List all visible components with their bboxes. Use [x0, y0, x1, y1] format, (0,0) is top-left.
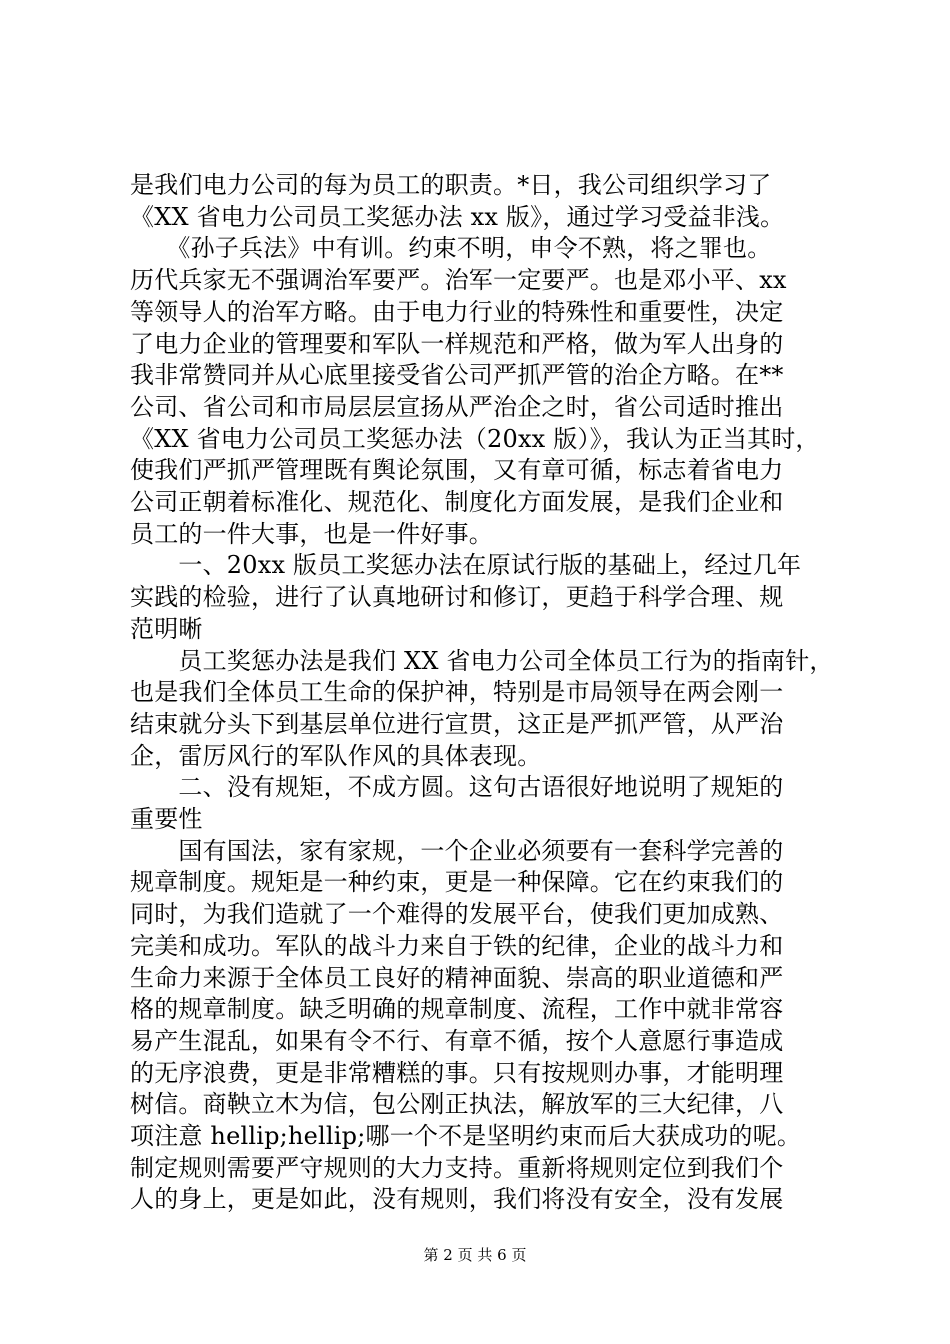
text-line: 结束就分头下到基层单位进行宣贯，这正是严抓严管，从严治	[130, 709, 784, 738]
page-number: 第 2 页 共 6 页	[423, 1246, 527, 1264]
text-line: 项注意 hellip;hellip;哪一个不是坚明约束而后大获成功的呢。	[130, 1122, 802, 1150]
text-line: 同时，为我们造就了一个难得的发展平台，使我们更加成熟、	[130, 900, 784, 929]
text-line: 实践的检验，进行了认真地研讨和修订，更趋于科学合理、规	[130, 583, 784, 612]
text-line: 规章制度。规矩是一种约束，更是一种保障。它在约束我们的	[130, 868, 784, 897]
text-line: 二、没有规矩，不成方圆。这句古语很好地说明了规矩的	[130, 773, 784, 802]
text-line: 制定规则需要严守规则的大力支持。重新将规则定位到我们个	[130, 1153, 784, 1182]
text-line: 了电力企业的管理要和军队一样规范和严格，做为军人出身的	[130, 329, 784, 358]
text-line: 员工奖惩办法是我们 XX 省电力公司全体员工行为的指南针，	[130, 646, 834, 675]
text-line: 国有国法，家有家规，一个企业必须要有一套科学完善的	[130, 836, 784, 865]
text-line: 《XX 省电力公司员工奖惩办法 xx 版》，通过学习受益非浅。	[130, 202, 785, 231]
text-line: 也是我们全体员工生命的保护神，特别是市局领导在两会刚一	[130, 678, 784, 707]
text-line: 重要性	[130, 805, 203, 833]
text-line: 格的规章制度。缺乏明确的规章制度、流程，工作中就非常容	[130, 995, 784, 1024]
text-line: 员工的一件大事，也是一件好事。	[130, 519, 493, 548]
text-line: 公司正朝着标准化、规范化、制度化方面发展，是我们企业和	[130, 488, 784, 516]
text-line: 生命力来源于全体员工良好的精神面貌、崇高的职业道德和严	[130, 963, 784, 992]
text-line: 等领导人的治军方略。由于电力行业的特殊性和重要性，决定	[130, 297, 784, 326]
text-line: 易产生混乱，如果有令不行、有章不循，按个人意愿行事造成	[130, 1026, 784, 1055]
text-line: 范明晰	[130, 614, 203, 643]
text-line: 人的身上，更是如此，没有规则，我们将没有安全，没有发展	[130, 1185, 784, 1214]
text-line: 我非常赞同并从心底里接受省公司严抓严管的治企方略。在**	[130, 361, 784, 390]
text-line: 树信。商鞅立木为信，包公刚正执法，解放军的三大纪律，八	[130, 1090, 784, 1119]
text-line: 《XX 省电力公司员工奖惩办法（20xx 版）》，我认为正当其时，	[130, 424, 820, 453]
text-line: 公司、省公司和市局层层宣扬从严治企之时，省公司适时推出	[130, 392, 784, 421]
text-line: 企，雷厉风行的军队作风的具体表现。	[130, 741, 542, 770]
text-line: 是我们电力公司的每为员工的职责。*日，我公司组织学习了	[130, 171, 772, 199]
text-line: 完美和成功。军队的战斗力来自于铁的纪律，企业的战斗力和	[130, 931, 784, 960]
text-line: 历代兵家无不强调治军要严。治军一定要严。也是邓小平、xx	[130, 266, 787, 295]
text-line: 《孙子兵法》中有训。约束不明，申令不熟，将之罪也。	[130, 234, 772, 263]
text-line: 一、20xx 版员工奖惩办法在原试行版的基础上，经过几年	[130, 551, 802, 580]
text-line: 的无序浪费，更是非常糟糕的事。只有按规则办事，才能明理	[130, 1058, 784, 1087]
text-line: 使我们严抓严管理既有舆论氛围，又有章可循，标志着省电力	[130, 456, 784, 485]
